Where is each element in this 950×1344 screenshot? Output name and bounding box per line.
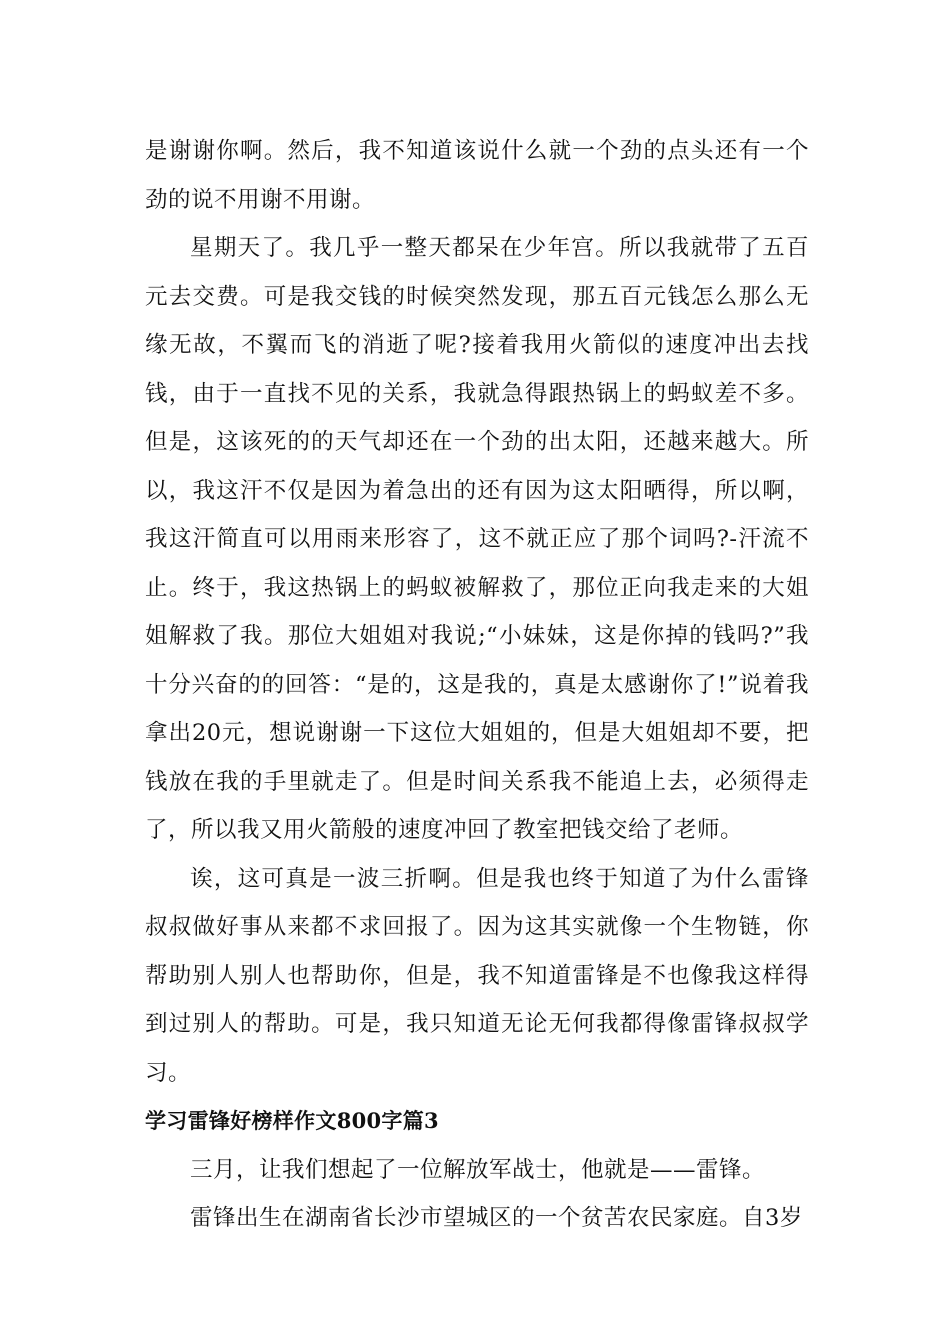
section-paragraph-2: 雷锋出生在湖南省长沙市望城区的一个贫苦农民家庭。自3岁 bbox=[190, 1205, 803, 1231]
document-body bbox=[145, 127, 809, 1243]
paragraph-3: 诶，这可真是一波三折啊。但是我也终于知道了为什么雷锋叔叔做好事从来都不求回报了。因为这其实就像一个生物链，你帮助别人别人也帮助你，但是，我不知道雷锋是不也像我这样得到过别人的帮助。可是，我只知道无论无何我都得像雷锋叔叔学习。 bbox=[145, 865, 809, 1086]
section-paragraph-1: 三月，让我们想起了一位解放军战士，他就是——雷锋。 bbox=[190, 1156, 766, 1183]
paragraph-2: 星期天了。我几乎一整天都呆在少年宫。所以我就带了五百元去交费。可是我交钱的时候突然发现，那五百元钱怎么那么无缘无故，不翼而飞的消逝了呢?接着我用火箭似的速度冲出去找钱，由于一直找不见的关系，我就急得跟热锅上的蚂蚁差不多。但是，这该死的的天气却还在一个劲的出太阳，还越来越大。所以，我这汗不仅是因为着急出的还有因为这太阳晒得，所以啊，我这汗简直可以用雨来形容了，这不就正应了那个词吗?-汗流不止。终于，我这热锅上的蚂蚁被解救了，那位正向我走来的大姐姐解救了我。那位大姐姐对我说;“小妹妹，这是你掉的钱吗?”我十分兴奋的的回答：“是的，这是我的，真是太感谢你了!”说着我拿出20元，想说谢谢一下这位大姐姐的，但是大姐姐却不要，把钱放在我的手里就走了。但是时间关系我不能追上去，必须得走了，所以我又用火箭般的速度冲回了教室把钱交给了老师。 bbox=[145, 235, 809, 843]
paragraph-1: 是谢谢你啊。然后，我不知道该说什么就一个劲的点头还有一个劲的说不用谢不用谢。 bbox=[145, 138, 809, 213]
section-heading: 学习雷锋好榜样作文800字篇3 bbox=[145, 1108, 439, 1133]
